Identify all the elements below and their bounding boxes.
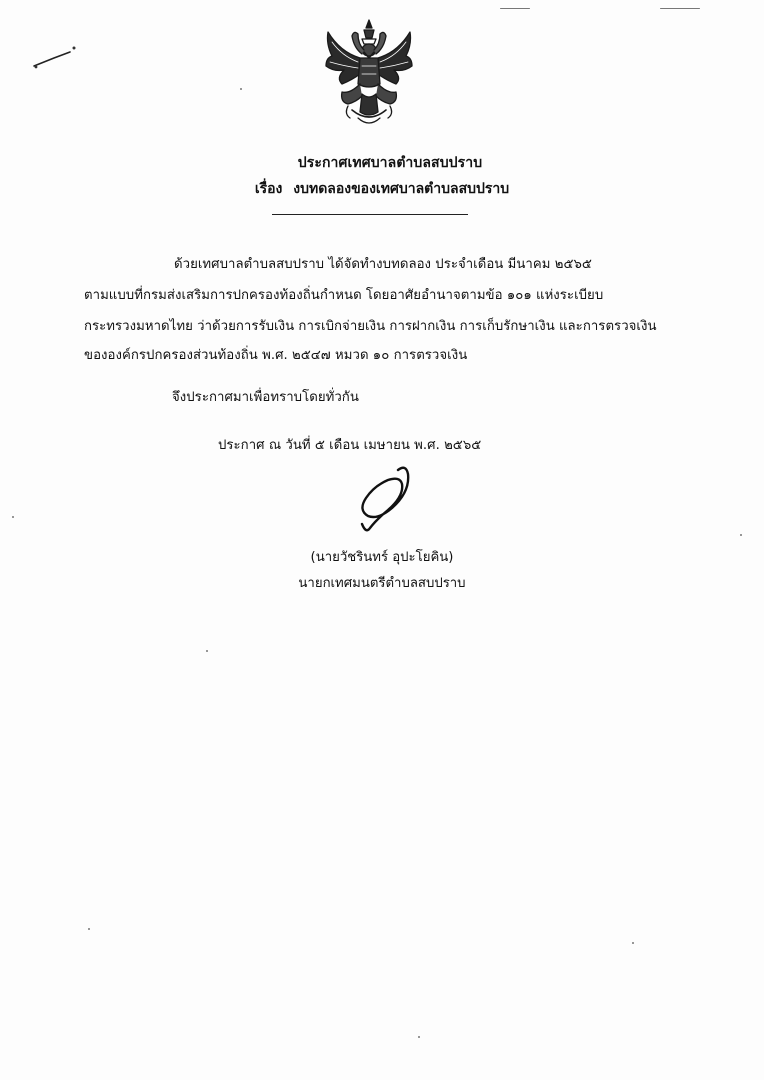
- body-line: ตามแบบที่กรมส่งเสริมการปกครองท้องถิ่นกำหนด โดยอาศัยอำนาจตามข้อ ๑๐๑ แห่งระเบียบ: [84, 288, 604, 303]
- page-title: ประกาศเทศบาลตำบลสบปราบ: [297, 155, 483, 171]
- dateline: ประกาศ ณ วันที่ ๕ เดือน เมษายน พ.ศ. ๒๕๖๕: [218, 438, 482, 453]
- body-line: ด้วยเทศบาลตำบลสบปราบ ได้จัดทำงบทดลอง ประจำเดือน มีนาคม ๒๕๖๕: [174, 257, 592, 272]
- notice-text: จึงประกาศมาเพื่อทราบโดยทั่วกัน: [172, 390, 359, 405]
- scan-speck: [240, 88, 242, 90]
- subject-line: [0, 178, 764, 200]
- scan-speck: [660, 8, 700, 9]
- pen-mark: [30, 44, 80, 74]
- scan-speck: [500, 8, 530, 9]
- scan-speck: [632, 942, 634, 944]
- body-line: กระทรวงมหาดไทย ว่าด้วยการรับเงิน การเบิกจ่ายเงิน การฝากเงิน การเก็บรักษาเงิน และการตรวจเงิน: [84, 319, 657, 334]
- title-divider: [272, 214, 468, 215]
- signer-title: นายกเทศมนตรีตำบลสบปราบ: [298, 576, 466, 591]
- scan-speck: [418, 1036, 420, 1038]
- subject-label: เรื่อง: [254, 181, 283, 197]
- scan-speck: [12, 516, 14, 518]
- handwritten-signature: [340, 462, 420, 534]
- body-line: ขององค์กรปกครองส่วนท้องถิ่น พ.ศ. ๒๕๔๗ หมวด ๑๐ การตรวจเงิน: [84, 348, 468, 363]
- signer-name: (นายวัชรินทร์ อุปะโยคิน): [310, 550, 454, 565]
- scan-speck: [206, 650, 208, 652]
- subject-text: งบทดลองของเทศบาลตำบลสบปราบ: [293, 181, 510, 197]
- scan-speck: [740, 534, 742, 536]
- garuda-emblem: [322, 18, 416, 130]
- scan-speck: [88, 928, 90, 930]
